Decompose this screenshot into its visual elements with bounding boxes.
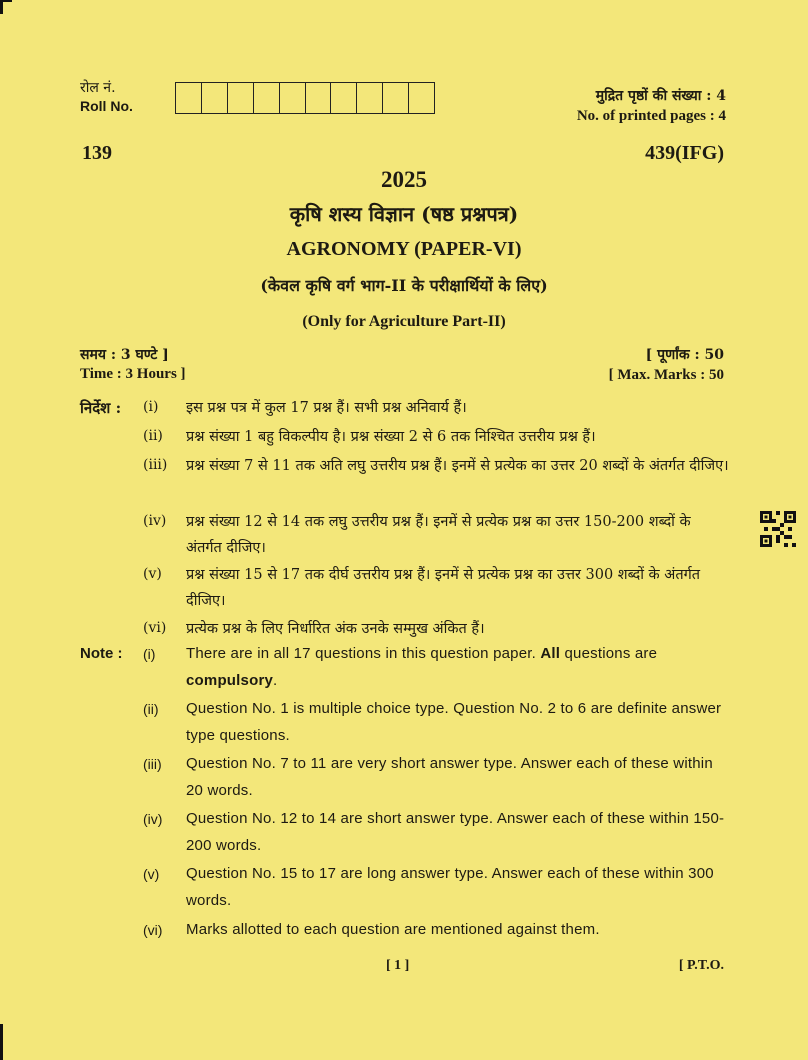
please-turn-over: [ P.T.O. [678,958,724,973]
instructions-english-label: Note : [80,645,123,662]
instruction-text: प्रश्न संख्या 12 से 14 तक लघु उत्तरीय प्रश्न हैं। इनमें से प्रत्येक प्रश्न का उत्तर 150-200 शब्दों के अंतर्गत दीजिए। [186,514,691,556]
subject-title-hindi: कृषि शस्य विज्ञान (षष्ठ प्रश्नपत्र) [289,202,519,226]
instruction-text: इस प्रश्न पत्र में कुल 17 प्रश्न हैं। सभी प्रश्न अनिवार्य हैं। [186,400,467,416]
corner-mark-top [0,0,3,14]
printed-pages-hindi: मुद्रित पृष्ठों की संख्या : 4 [595,88,726,104]
page-number: [ 1 ] [386,958,410,973]
note-text: Question No. 7 to 11 are very short answer type. Answer each of these within 20 words. [186,755,713,799]
note-number: (v) [143,866,160,882]
note-text: Marks allotted to each question are mentioned against them. [186,921,600,938]
time-english: Time : 3 Hours ] [80,366,186,382]
instruction-number: (i) [143,399,159,415]
paper-code-left: 139 [82,142,112,164]
corner-mark-top-h [0,0,12,2]
note-text: There are in all 17 questions in this question paper. All questions are compulsory. [186,645,658,689]
instruction-number: (ii) [143,428,163,444]
instruction-number: (v) [143,566,162,582]
roll-number-boxes[interactable] [175,82,435,114]
qr-code-image [760,510,796,548]
paper-code-right: 439(IFG) [645,142,724,164]
subject-title-english: AGRONOMY (PAPER-VI) [286,238,522,260]
note-number: (i) [143,646,156,662]
note-text: Question No. 12 to 14 are short answer type. Answer each of these within 150-200 words. [186,810,725,854]
roll-label-english: Roll No. [80,98,133,114]
marks-hindi: [ पूर्णांक : 50 [645,347,724,363]
instruction-text: प्रत्येक प्रश्न के लिए निर्धारित अंक उनके सम्मुख अंकित हैं। [186,621,485,637]
exam-year: 2025 [381,167,427,192]
printed-pages-english: No. of printed pages : 4 [576,108,726,124]
note-text: Question No. 15 to 17 are long answer type. Answer each of these within 300 words. [186,865,714,909]
instruction-text: प्रश्न संख्या 15 से 17 तक दीर्घ उत्तरीय प्रश्न हैं। इनमें से प्रत्येक प्रश्न का उत्तर 300 शब्दों के अंतर्गत दीजिए। [186,567,701,609]
instruction-number: (vi) [143,620,167,636]
instruction-text: प्रश्न संख्या 1 बहु विकल्पीय है। प्रश्न संख्या 2 से 6 तक निश्चित उत्तरीय प्रश्न हैं। [186,429,596,445]
corner-mark-bottom [0,1024,3,1060]
note-text: Question No. 1 is multiple choice type. Question No. 2 to 6 are definite answer type questions. [186,700,722,744]
time-hindi: समय : 3 घण्टे ] [80,347,169,363]
note-number: (vi) [143,922,163,938]
note-number: (ii) [143,701,159,717]
roll-label-hindi: रोल नं. [80,80,116,96]
audience-english: (Only for Agriculture Part-II) [302,313,506,330]
instruction-number: (iii) [143,457,168,473]
instruction-text: प्रश्न संख्या 7 से 11 तक अति लघु उत्तरीय प्रश्न हैं। इनमें से प्रत्येक का उत्तर 20 शब्दों के अंतर्गत दीजिए। [186,458,729,474]
audience-hindi: (केवल कृषि वर्ग भाग-II के परीक्षार्थियों के लिए) [260,276,548,295]
instruction-number: (iv) [143,513,167,529]
marks-english: [ Max. Marks : 50 [608,367,724,383]
note-number: (iv) [143,811,163,827]
instructions-hindi-label: निर्देश : [80,399,122,417]
note-number: (iii) [143,756,162,772]
